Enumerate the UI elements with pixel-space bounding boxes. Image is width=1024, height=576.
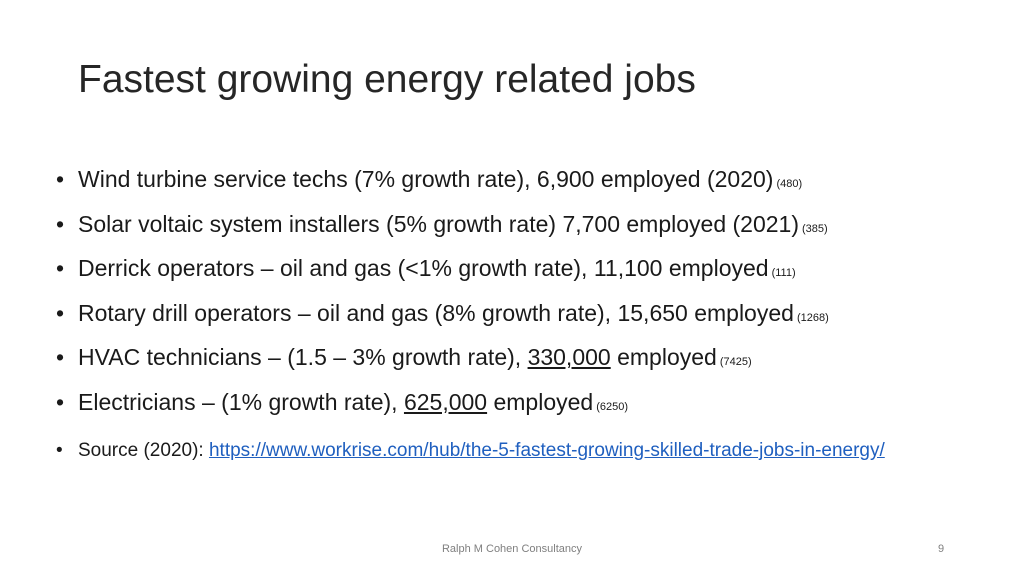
- bullet-item: [56, 160, 996, 205]
- bullet-text: Derrick operators – oil and gas (<1% growth rate), 11,100 employed: [78, 255, 769, 282]
- page-number: 9: [938, 543, 945, 555]
- footer-text: Ralph M Cohen Consultancy: [441, 543, 583, 555]
- bullet-list: [56, 160, 996, 428]
- bullet-text: Wind turbine service techs (7% growth rate), 6,900 employed (2020): [78, 166, 774, 192]
- bullet-text: Solar voltaic system installers (5% growth rate) 7,700 employed (2021): [78, 210, 799, 237]
- source-bullet: [56, 440, 998, 462]
- bullet-text: Electricians – (1% growth rate),: [78, 388, 404, 415]
- bullet-text: HVAC technicians – (1.5 – 3% growth rate),: [78, 344, 528, 371]
- bullet-dot: •: [56, 388, 65, 415]
- bullet-text: employed: [487, 388, 594, 415]
- bullet-item: [56, 383, 996, 428]
- source-label: Source (2020):: [78, 440, 209, 461]
- bullet-item: [56, 205, 996, 250]
- slide-title: Fastest growing energy related jobs: [78, 58, 696, 101]
- bullet-dot: •: [56, 344, 65, 371]
- bullet-item: [56, 294, 996, 339]
- bullet-dot: •: [56, 210, 65, 237]
- bullet-text: employed: [610, 344, 717, 371]
- bullet-dot: •: [56, 299, 65, 326]
- bullet-dot: •: [56, 440, 63, 461]
- reference-count: (385): [802, 222, 828, 235]
- bullet-item: [56, 249, 996, 294]
- reference-count: (6250): [596, 400, 629, 413]
- reference-count: (7425): [719, 356, 752, 369]
- source-link[interactable]: https://www.workrise.com/hub/the-5-fastest-growing-skilled-trade-jobs-in-energy/: [208, 440, 885, 461]
- bullet-dot: •: [56, 166, 65, 192]
- bullet-text: Rotary drill operators – oil and gas (8% growth rate), 15,650 employed: [78, 299, 794, 326]
- bullet-item: [56, 338, 996, 383]
- reference-count: (111): [771, 267, 796, 280]
- reference-count: (1268): [796, 311, 829, 324]
- reference-count: (480): [776, 178, 803, 190]
- bullet-dot: •: [56, 255, 65, 282]
- employment-figure: 625,000: [403, 388, 488, 415]
- employment-figure: 330,000: [527, 344, 611, 371]
